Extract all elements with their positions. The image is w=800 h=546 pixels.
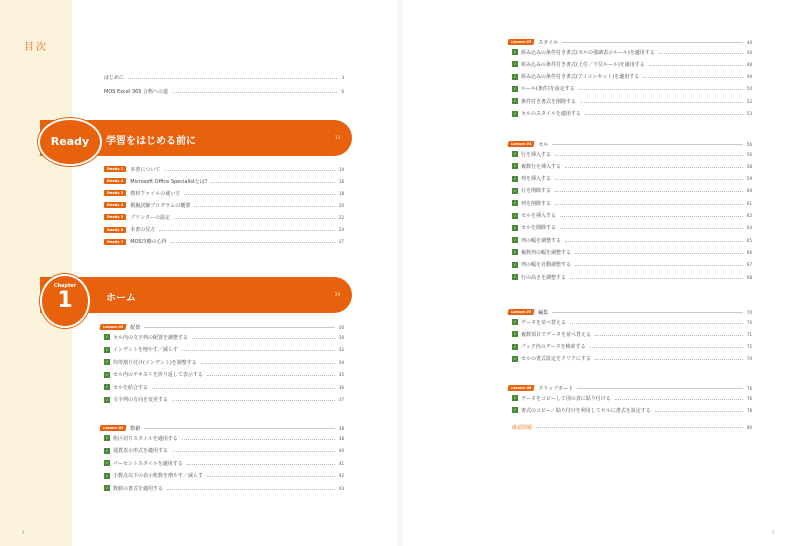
lesson-item-page: 40 (338, 448, 344, 453)
ready-item-text: Microsoft Office Specialistとは? (130, 178, 208, 185)
ready-item[interactable] (104, 200, 344, 210)
lesson-badge: Lesson 06 (507, 385, 534, 391)
lesson-item-page: 42 (338, 473, 344, 478)
lesson-item-text: 複数列の幅を調整する (521, 249, 572, 256)
checkbox-icon: ✓ (513, 110, 517, 116)
ready-badge: Ready 1 (104, 166, 126, 172)
ready-badge: Ready 7 (104, 239, 126, 245)
lesson-item[interactable] (512, 235, 752, 245)
checkbox-icon: ✓ (513, 73, 517, 79)
leader-line (128, 78, 337, 79)
leader-line (570, 323, 743, 324)
lesson-title: クリップボード (538, 385, 574, 392)
lesson-badge: Lesson 02 (99, 425, 126, 431)
lesson-item-text: 組み込みの条件付き書式(上位／下位ルール)を適用する (521, 61, 645, 68)
lesson-item-text: セルを結合する (113, 384, 149, 391)
checkbox-icon: ✓ (513, 175, 517, 181)
checkbox-icon: ✓ (513, 224, 517, 230)
lesson-item-text: セル内の文字列の配置を調整する (113, 334, 189, 341)
leader-line (172, 451, 335, 452)
lesson-item[interactable] (512, 149, 752, 159)
ready-banner-page: 13 (334, 135, 340, 140)
leader-line (579, 89, 743, 90)
checkbox-icon: ✓ (513, 319, 517, 324)
leader-line (580, 102, 743, 103)
ready-badge: Ready 5 (104, 214, 126, 220)
checkbox-icon: ✓ (105, 447, 109, 453)
lesson-item[interactable] (512, 329, 752, 339)
lesson-item-page: 36 (338, 384, 344, 390)
checkbox-icon: ✓ (513, 163, 517, 169)
leader-line (171, 242, 335, 243)
leader-line (167, 489, 335, 490)
leader-line (182, 439, 335, 440)
lesson-item[interactable] (512, 211, 752, 221)
checkbox-icon: ✓ (513, 237, 517, 243)
lesson-item-page: 67 (746, 262, 752, 268)
leader-line (659, 53, 743, 54)
lesson-item-text: 均等割り付け(インデント)を調整する (113, 359, 197, 366)
lesson-item-text: セル内のテキストを折り返して表示する (113, 372, 203, 378)
checkbox-icon: ✓ (513, 274, 517, 279)
lesson-item-text: インデントを増やす／減らす (113, 347, 178, 353)
lesson-item-page: 53 (746, 111, 752, 116)
leader-line (560, 216, 743, 217)
leader-line (182, 350, 335, 351)
ready-item-text: 本書について (130, 166, 161, 173)
review-entry[interactable] (512, 424, 752, 431)
lesson-rule (144, 428, 335, 429)
ready-item[interactable] (104, 212, 344, 222)
review-page: 80 (746, 425, 752, 430)
lesson-item-text: 条件付き書式を削除する (521, 98, 577, 105)
checkbox-icon: ✓ (513, 331, 517, 337)
chapter-number: 1 (57, 288, 73, 313)
toc-entry-page: 3 (341, 74, 344, 80)
leader-line (201, 363, 335, 364)
lesson-item-page: 52 (746, 98, 752, 104)
lesson-title: セル (538, 141, 549, 148)
leader-line (643, 77, 743, 78)
lesson-item[interactable] (512, 174, 752, 184)
leader-line (555, 204, 743, 205)
lesson-item-page: 32 (338, 347, 344, 352)
leader-line (575, 265, 743, 266)
leader-line (585, 114, 743, 115)
lesson-heading[interactable] (508, 38, 752, 46)
lesson-item-text: 組み込みの条件付き書式(セルの強調表示ルール)を適用する (521, 49, 655, 56)
checkbox-icon: ✓ (105, 435, 109, 440)
ready-item[interactable] (104, 164, 344, 174)
lesson-item[interactable] (104, 382, 344, 392)
lesson-item[interactable] (104, 345, 344, 355)
lesson-item[interactable] (512, 393, 752, 403)
ready-circle-badge: Ready (38, 118, 102, 166)
lesson-item-page: 70 (746, 319, 752, 325)
lesson-item[interactable] (104, 446, 344, 456)
lesson-item[interactable] (104, 471, 344, 481)
lesson-heading[interactable] (508, 384, 752, 392)
lesson-item-text: ブック内のデータを検索する (521, 344, 586, 351)
lesson-item[interactable] (104, 395, 344, 405)
leader-line (615, 399, 743, 400)
lesson-badge: Lesson 05 (507, 309, 534, 315)
lesson-item-page: 62 (746, 213, 752, 218)
checkbox-icon: ✓ (105, 472, 109, 478)
lesson-rule (552, 144, 743, 145)
checkbox-icon: ✓ (513, 212, 517, 218)
lesson-title: スタイル (538, 39, 559, 46)
toc-entry-page: 6 (341, 88, 344, 94)
ready-badge: Ready 4 (104, 202, 126, 208)
checkbox-icon: ✓ (513, 98, 517, 104)
lesson-item[interactable] (512, 247, 752, 257)
ready-item[interactable] (104, 176, 344, 186)
lesson-item[interactable] (104, 332, 344, 342)
lesson-item[interactable] (512, 260, 752, 270)
lesson-item-page: 44 (746, 49, 752, 55)
checkbox-icon: ✓ (513, 61, 517, 67)
lesson-item[interactable] (104, 483, 344, 493)
lesson-item-page: 72 (746, 344, 752, 350)
ready-badge: Ready 6 (104, 227, 126, 233)
leader-line (649, 65, 743, 66)
checkbox-icon: ✓ (513, 85, 517, 91)
leader-line (536, 427, 743, 428)
lesson-item[interactable] (512, 342, 752, 352)
lesson-page: 56 (746, 141, 752, 147)
lesson-item-page: 59 (746, 176, 752, 182)
lesson-item-text: 文字列の方向を変更する (113, 397, 169, 403)
chapter-banner-title: ホーム (106, 293, 136, 304)
lesson-item-text: 複数項目でデータを並べ替える (521, 331, 592, 338)
checkbox-icon: ✓ (105, 359, 109, 364)
checkbox-icon: ✓ (513, 395, 517, 400)
ready-item-page: 18 (338, 190, 344, 196)
ready-item[interactable] (104, 188, 344, 198)
lesson-item-page: 78 (746, 407, 752, 413)
lesson-item-page: 76 (746, 395, 752, 401)
lesson-item-text: セルを挿入する (521, 213, 557, 219)
lesson-item-text: 列を削除する (521, 200, 552, 207)
leader-line (207, 476, 335, 477)
lesson-badge: Lesson 03 (507, 39, 534, 45)
lesson-item[interactable] (512, 96, 752, 106)
leader-line (184, 194, 335, 195)
ready-item-page: 27 (338, 239, 344, 245)
lesson-item-text: 列を挿入する (521, 176, 552, 183)
lesson-page: 76 (746, 385, 752, 391)
lesson-item-text: 数値の書式を適用する (113, 485, 164, 492)
ready-item-text: 教材ファイルの使い方 (130, 190, 181, 197)
page-title: 目次 (24, 42, 48, 53)
leader-line (595, 335, 743, 336)
leader-line (555, 179, 743, 180)
lesson-item-text: 書式のコピー／貼り付けを利用してセルに書式を設定する (521, 407, 651, 414)
lesson-item[interactable] (104, 370, 344, 380)
checkbox-icon: ✓ (105, 460, 109, 465)
lesson-heading[interactable] (100, 424, 344, 432)
lesson-item[interactable] (512, 272, 752, 282)
leader-line (560, 228, 743, 229)
lesson-item-text: 桁区切りスタイルを適用する (113, 435, 178, 442)
lesson-heading[interactable] (508, 308, 752, 316)
lesson-page: 30 (338, 324, 344, 330)
lesson-item[interactable] (512, 109, 752, 119)
lesson-item[interactable] (104, 433, 344, 443)
leader-line (194, 206, 335, 207)
checkbox-icon: ✓ (105, 384, 109, 389)
lesson-item[interactable] (512, 161, 752, 171)
checkbox-icon: ✓ (513, 187, 517, 193)
lesson-item-text: パーセントスタイルを適用する (113, 460, 183, 467)
lesson-item[interactable] (512, 47, 752, 57)
lesson-item-page: 64 (746, 225, 752, 231)
ready-item-page: 16 (338, 178, 344, 184)
leader-line (570, 278, 743, 279)
checkbox-icon: ✓ (105, 371, 109, 377)
lesson-rule (577, 388, 743, 389)
lesson-item-page: 30 (338, 334, 344, 340)
lesson-item-page: 48 (746, 61, 752, 67)
lesson-item-page: 74 (746, 356, 752, 362)
leader-line (565, 241, 743, 242)
checkbox-icon: ✓ (513, 200, 517, 206)
lesson-page: 70 (746, 309, 752, 315)
leader-line (655, 411, 743, 412)
lesson-item-page: 35 (338, 372, 344, 377)
ready-item-page: 14 (338, 166, 344, 172)
lesson-item-text: 通貨表示形式を適用する (113, 448, 169, 454)
lesson-item-page: 66 (746, 249, 752, 255)
lesson-item-text: セルのスタイルを適用する (521, 111, 581, 117)
folio-right: 5 (772, 530, 775, 535)
checkbox-icon: ✓ (513, 49, 517, 54)
chapter-banner-page: 29 (334, 292, 340, 297)
ready-banner-title: 学習をはじめる前に (106, 136, 196, 147)
checkbox-icon: ✓ (513, 249, 517, 255)
ready-item-text: 本書の見方 (130, 227, 156, 233)
lesson-item-text: 複数行を挿入する (521, 163, 562, 170)
checkbox-icon: ✓ (105, 334, 109, 339)
lesson-item-text: 組み込みの条件付き書式(アイコンセット)を適用する (521, 74, 640, 81)
lesson-item-text: セルの書式設定をクリアにする (521, 356, 592, 363)
lesson-item[interactable] (104, 458, 344, 468)
leader-line (174, 218, 335, 219)
checkbox-icon: ✓ (513, 407, 517, 413)
checkbox-icon: ✓ (105, 485, 109, 490)
checkbox-icon: ✓ (105, 346, 109, 352)
lesson-item-text: 列の幅を自動調整する (521, 262, 572, 269)
ready-badge: Ready 2 (104, 178, 126, 184)
leader-line (555, 155, 743, 156)
lesson-rule (552, 312, 743, 313)
lesson-item-text: 行を挿入する (521, 151, 552, 158)
lesson-page: 44 (746, 39, 752, 45)
leader-line (159, 230, 335, 231)
lesson-item-page: 41 (338, 460, 344, 466)
toc-entry[interactable] (104, 72, 344, 82)
leader-line (590, 347, 743, 348)
lesson-rule (562, 42, 743, 43)
lesson-item-text: データをコピーして別の表に貼り付ける (521, 395, 611, 402)
ready-item-page: 24 (338, 227, 344, 232)
lesson-item-text: ルール(条件)を設定する (521, 86, 575, 93)
leader-line (187, 464, 335, 465)
folio-left: 4 (22, 530, 25, 535)
checkbox-icon: ✓ (513, 343, 517, 349)
lesson-title: 編集 (538, 309, 549, 316)
leader-line (565, 167, 743, 168)
ready-item-page: 22 (338, 214, 344, 220)
leader-line (555, 191, 743, 192)
leader-line (152, 388, 335, 389)
leader-line (172, 400, 335, 401)
lesson-item-text: 列の幅を調整する (521, 237, 562, 244)
chapter-circle-badge (40, 274, 90, 328)
lesson-item[interactable] (512, 59, 752, 69)
lesson-title: 配置 (130, 324, 141, 331)
toc-entry[interactable] (104, 86, 344, 96)
lesson-item[interactable] (512, 317, 752, 327)
lesson-item-page: 71 (746, 331, 752, 337)
lesson-badge: Lesson 01 (99, 324, 126, 330)
lesson-item[interactable] (512, 405, 752, 415)
lesson-title: 数値 (130, 425, 141, 432)
lesson-item-page: 65 (746, 237, 752, 243)
ready-item-text: MOS攻略の心得 (130, 239, 167, 246)
leader-line (164, 170, 335, 171)
lesson-item-text: 行を削除する (521, 188, 552, 195)
lesson-item-page: 50 (746, 86, 752, 92)
ready-item-text: 模擬試験プログラムの概要 (130, 202, 191, 209)
ready-item-text: プリンターの設定 (130, 214, 170, 221)
lesson-item-text: セルを削除する (521, 225, 557, 232)
lesson-item-page: 38 (338, 435, 344, 441)
lesson-item-page: 61 (746, 200, 752, 206)
lesson-item[interactable] (512, 198, 752, 208)
page-gutter (398, 0, 402, 546)
lesson-item-page: 60 (746, 188, 752, 194)
leader-line (192, 338, 335, 339)
toc-entry-text: はじめに (104, 74, 125, 81)
lesson-item[interactable] (512, 84, 752, 94)
lesson-item[interactable] (512, 72, 752, 82)
leader-line (595, 359, 743, 360)
lesson-item[interactable] (512, 223, 752, 233)
leader-line (211, 182, 334, 183)
lesson-heading[interactable] (508, 140, 752, 148)
ready-item-page: 20 (338, 202, 344, 208)
leader-line (172, 92, 337, 93)
review-text: 確認問題 (512, 425, 533, 431)
checkbox-icon: ✓ (513, 151, 517, 156)
lesson-item-page: 68 (746, 274, 752, 280)
lesson-page: 38 (338, 425, 344, 431)
ready-badge: Ready 3 (104, 190, 126, 196)
checkbox-icon: ✓ (513, 355, 517, 361)
leader-line (575, 253, 743, 254)
lesson-item-page: 43 (338, 485, 344, 491)
lesson-item[interactable] (512, 186, 752, 196)
lesson-rule (144, 327, 335, 328)
lesson-item-page: 56 (746, 151, 752, 157)
lesson-badge: Lesson 04 (507, 141, 534, 147)
lesson-heading[interactable] (100, 323, 344, 331)
checkbox-icon: ✓ (105, 396, 109, 402)
left-page-spine (0, 0, 72, 546)
lesson-item-page: 34 (338, 359, 344, 365)
lesson-item[interactable] (512, 354, 752, 364)
lesson-item-text: 小数点以下の表示桁数を増やす／減らす (113, 473, 204, 479)
lesson-item[interactable] (104, 357, 344, 367)
lesson-item-page: 49 (746, 74, 752, 80)
chapter-label: Chapter (53, 283, 77, 289)
ready-item[interactable] (104, 237, 344, 247)
toc-entry-text: MOS Excel 365 合格への道 (104, 88, 168, 95)
ready-item[interactable] (104, 225, 344, 235)
leader-line (207, 375, 335, 376)
lesson-item-page: 37 (338, 397, 344, 402)
lesson-item-page: 58 (746, 163, 752, 169)
lesson-item-text: 行の高さを調整する (521, 274, 567, 281)
checkbox-icon: ✓ (513, 261, 517, 267)
lesson-item-text: データを並べ替える (521, 319, 567, 326)
